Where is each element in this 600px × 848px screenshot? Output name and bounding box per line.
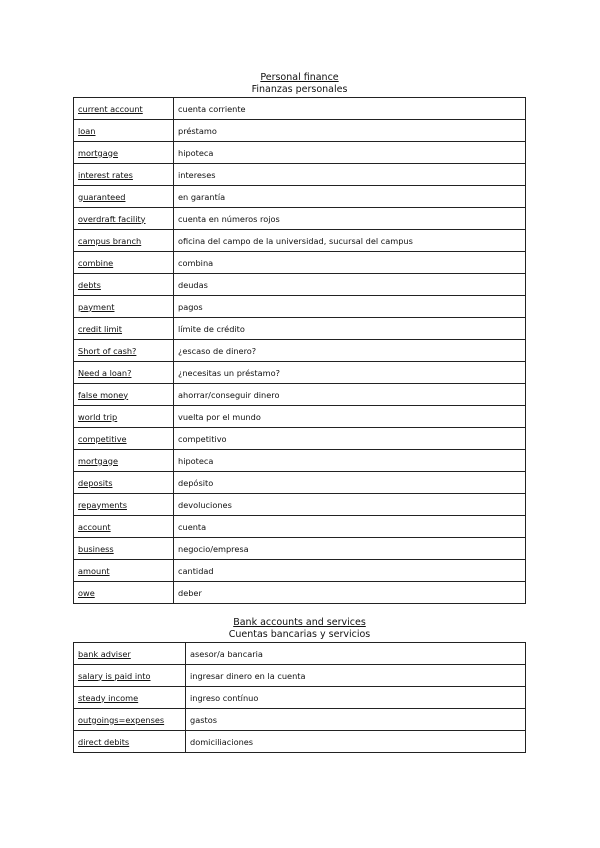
spanish-translation: ingresar dinero en la cuenta (186, 665, 526, 687)
bank-accounts-section (73, 617, 526, 753)
spanish-translation: en garantía (174, 186, 526, 208)
english-term: loan (74, 120, 174, 142)
table-row (74, 582, 526, 604)
english-term: steady income (74, 687, 186, 709)
english-term: overdraft facility (74, 208, 174, 230)
english-term: amount (74, 560, 174, 582)
spanish-translation: gastos (186, 709, 526, 731)
table-row (74, 731, 526, 753)
english-term: salary is paid into (74, 665, 186, 687)
section-title: Bank accounts and services (233, 617, 366, 628)
english-term: credit limit (74, 318, 174, 340)
vocabulary-table-body (74, 98, 526, 604)
spanish-translation: domiciliaciones (186, 731, 526, 753)
english-term: mortgage (74, 450, 174, 472)
english-term: guaranteed (74, 186, 174, 208)
spanish-translation: cuenta corriente (174, 98, 526, 120)
spanish-translation: devoluciones (174, 494, 526, 516)
section-header (73, 617, 526, 641)
spanish-translation: competitivo (174, 428, 526, 450)
english-term: debts (74, 274, 174, 296)
table-row (74, 296, 526, 318)
section-title: Personal finance (260, 72, 339, 83)
spanish-translation: límite de crédito (174, 318, 526, 340)
table-row (74, 428, 526, 450)
english-term: Need a loan? (74, 362, 174, 384)
table-row (74, 516, 526, 538)
table-row (74, 494, 526, 516)
english-term: combine (74, 252, 174, 274)
table-row (74, 98, 526, 120)
table-row (74, 406, 526, 428)
english-term: direct debits (74, 731, 186, 753)
vocabulary-table-body (74, 643, 526, 753)
spanish-translation: cuenta (174, 516, 526, 538)
spanish-translation: ¿escaso de dinero? (174, 340, 526, 362)
spanish-translation: ¿necesitas un préstamo? (174, 362, 526, 384)
spanish-translation: hipoteca (174, 450, 526, 472)
english-term: payment (74, 296, 174, 318)
section-header (73, 72, 526, 96)
english-term: competitive (74, 428, 174, 450)
table-row (74, 120, 526, 142)
spanish-translation: deudas (174, 274, 526, 296)
english-term: outgoings=expenses (74, 709, 186, 731)
spanish-translation: cantidad (174, 560, 526, 582)
table-row (74, 186, 526, 208)
table-row (74, 560, 526, 582)
table-row (74, 230, 526, 252)
spanish-translation: préstamo (174, 120, 526, 142)
personal-finance-section (73, 72, 526, 604)
spanish-translation: cuenta en números rojos (174, 208, 526, 230)
table-row (74, 538, 526, 560)
spanish-translation: ingreso contínuo (186, 687, 526, 709)
english-term: repayments (74, 494, 174, 516)
english-term: owe (74, 582, 174, 604)
english-term: interest rates (74, 164, 174, 186)
table-row (74, 687, 526, 709)
english-term: account (74, 516, 174, 538)
table-row (74, 318, 526, 340)
table-row (74, 252, 526, 274)
english-term: false money (74, 384, 174, 406)
spanish-translation: intereses (174, 164, 526, 186)
english-term: bank adviser (74, 643, 186, 665)
english-term: Short of cash? (74, 340, 174, 362)
table-row (74, 274, 526, 296)
spanish-translation: deber (174, 582, 526, 604)
english-term: business (74, 538, 174, 560)
table-row (74, 340, 526, 362)
english-term: mortgage (74, 142, 174, 164)
spanish-translation: asesor/a bancaria (186, 643, 526, 665)
spanish-translation: combina (174, 252, 526, 274)
spanish-translation: hipoteca (174, 142, 526, 164)
table-row (74, 142, 526, 164)
table-row (74, 362, 526, 384)
spanish-translation: negocio/empresa (174, 538, 526, 560)
table-row (74, 450, 526, 472)
vocabulary-table (73, 97, 526, 604)
table-row (74, 384, 526, 406)
table-row (74, 472, 526, 494)
vocabulary-table (73, 642, 526, 753)
table-row (74, 709, 526, 731)
spanish-translation: depósito (174, 472, 526, 494)
section-subtitle: Finanzas personales (251, 84, 348, 95)
table-row (74, 643, 526, 665)
section-subtitle: Cuentas bancarias y servicios (228, 629, 371, 640)
spanish-translation: vuelta por el mundo (174, 406, 526, 428)
spanish-translation: oficina del campo de la universidad, sucursal del campus (174, 230, 526, 252)
english-term: current account (74, 98, 174, 120)
table-row (74, 164, 526, 186)
english-term: world trip (74, 406, 174, 428)
english-term: deposits (74, 472, 174, 494)
table-row (74, 208, 526, 230)
table-row (74, 665, 526, 687)
spanish-translation: pagos (174, 296, 526, 318)
english-term: campus branch (74, 230, 174, 252)
spanish-translation: ahorrar/conseguir dinero (174, 384, 526, 406)
